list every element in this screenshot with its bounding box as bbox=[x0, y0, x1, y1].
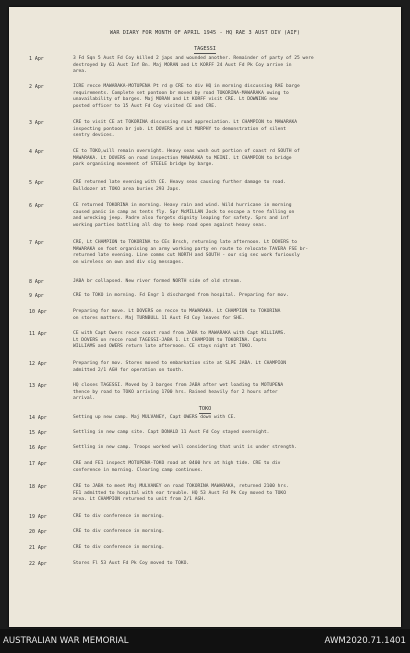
entry-date: 17 Apr bbox=[29, 461, 47, 467]
entry-date: 3 Apr bbox=[29, 120, 44, 126]
entry-text: Settling in new camp. Troops worked well considering that unit is under strength. bbox=[73, 445, 298, 450]
entry-text: CRE to JABA to meet Maj MULVANEY on road TOKORINA MAWARAKA, returned 2100 hrs. FE1 admitted to hospital with ear trouble. HQ 53 Aust Fd Pk Coy moved to TOKO area. Lt CHAMPION returned to unit from 2/1 AGH. bbox=[73, 484, 289, 502]
entry-text: CRE returned late evening with CE. Heavy seas causing further damage to road. Bulldozer at TOKO area buries 293 Japs. bbox=[73, 180, 286, 192]
entry-text: Stores Fl 53 Aust Fd Pk Coy moved to TOKO. bbox=[73, 561, 190, 566]
entry-text: CRE and FE1 inspect MOTUPENA-TOKO road at 0400 hrs at high tide. CRE to div conference in morning. Clearing camp continues. bbox=[73, 461, 281, 473]
entry-date: 13 Apr bbox=[29, 383, 47, 389]
entry-text: CRE to visit CE at TOKORINA discussing road appreciation. Lt CHAMPION to MAWARAKA inspecting pontoon br job. Lt DOVERS and Lt MURPHY to demonstration of silent sentry devices. bbox=[73, 120, 298, 138]
entry-text: CE returned TOKORINA in morning. Heavy rain and wind. Wild hurricane in morning caused panic in camp as tents fly. Spr McMILLAN Jock to escape a tree falling on and wrecking jeep. Padre also forgets dignity leaping for safety. Sprs and inf working parties battling all day to keep road open against heavy seas. bbox=[73, 203, 295, 228]
entry-date: 19 Apr bbox=[29, 514, 47, 520]
entry-date: 5 Apr bbox=[29, 180, 44, 186]
entry-date: 6 Apr bbox=[29, 203, 44, 209]
entry-text: Settling in new camp site. Capt DONALD 11 Aust Fd Coy stayed overnight. bbox=[73, 430, 270, 435]
entry-date: 16 Apr bbox=[29, 445, 47, 451]
entry-text: CRE, Lt CHAMPION to TOKORINA to CEs Brsch, returning late afternoon. Lt DOVERS to MAWARAKA on foot organising an army working party en route to relocate TAVERA FSE br- returned late evening. Line comms cut NORTH and SOUTH - our sig sec work furiously on wireless on own and div sig messages. bbox=[73, 240, 309, 265]
footer-bar bbox=[0, 629, 410, 653]
entry-text: ICRE recce MAWARAKA-MOTUPENA Pt rd @ CRE to div HQ in morning discussing RAE barge requirements. Complete set pontoon br moved by road TOKORINA-MAWARAKA owing to unavailability of barges. Maj MORAN and Lt KORFF visit CRE. Lt DOWNING new posted officer to 15 Aust Fd Coy visited CE and CRE. bbox=[73, 84, 300, 109]
entry-text: CRE to div conference in morning. bbox=[73, 529, 165, 534]
entry-date: 22 Apr bbox=[29, 561, 47, 567]
diary-header: WAR DIARY FOR MONTH OF APRIL 1945 - HQ RAE 3 AUST DIV (AIF) bbox=[109, 30, 301, 36]
footer-accession-number: AWM2020.71.1401 bbox=[324, 636, 406, 646]
entry-text: JABA br collapsed. New river formed NORTH side of old stream. bbox=[73, 279, 242, 284]
entry-date: 2 Apr bbox=[29, 84, 44, 90]
entry-date: 20 Apr bbox=[29, 529, 47, 535]
entry-text: 3 Fd Sqn 5 Aust Fd Coy killed 2 japs and wounded another. Remainder of party of 25 were destroyed by 61 Aust Inf Bn. Maj MORAN and Lt KORFF 24 Aust Fd Pk Coy arrive in area. bbox=[73, 56, 314, 74]
entry-text: CE to TOKO,will remain overnight. Heavy seas wash out portion of coast rd SOUTH of MAWARAKA. Lt DOVERS on road inspection MAWARAKA to MEINI. Lt CHAMPION to bridge park organising movement of STEELE bridge by barge. bbox=[73, 149, 300, 167]
entry-text: CRE to div conference in morning. bbox=[73, 514, 165, 519]
entry-text: CRE to TOKO in morning. Fd Engr 1 discharged from hospital. Preparing for mov. bbox=[73, 293, 289, 298]
entry-date: 1 Apr bbox=[29, 56, 44, 62]
entry-date: 12 Apr bbox=[29, 361, 47, 367]
entry-text: Preparing for move. Lt DOVERS on recce to MAWARAKA. Lt CHAMPION to TOKORINA on stores matters. Maj TURNBULL 11 Aust Fd Coy leaves for SHE. bbox=[73, 309, 281, 321]
footer-institution: AUSTRALIAN WAR MEMORIAL bbox=[3, 636, 129, 646]
entry-date: 14 Apr bbox=[29, 415, 47, 421]
entry-date: 11 Apr bbox=[29, 331, 47, 337]
section-heading-toko: TOKO bbox=[198, 406, 212, 412]
entry-text: Preparing for mov. Stores moved to embarkation site at SLPE JABA. Lt CHAMPION admitted 2/1 AGH for operation on tooth. bbox=[73, 361, 286, 373]
entry-date: 4 Apr bbox=[29, 149, 44, 155]
entry-date: 7 Apr bbox=[29, 240, 44, 246]
entry-date: 8 Apr bbox=[29, 279, 44, 285]
entry-text: CE with Capt Owers recce coast road from JABA to MAWARAKA with Capt WILLIAMS. Lt DOVERS on recce road TAGESSI-JABA 1. Lt CHAMPION to TOKORINA. Capts WILLIAMS and OWERS return late afternoon. CE stays night at TOKO. bbox=[73, 331, 286, 349]
entry-date: 9 Apr bbox=[29, 293, 44, 299]
section-heading-tagessi: TAGESSI bbox=[194, 46, 216, 52]
entry-date: 10 Apr bbox=[29, 309, 47, 315]
diary-page bbox=[9, 7, 401, 627]
entry-date: 18 Apr bbox=[29, 484, 47, 490]
entry-text: HQ closes TAGESSI. Moved by 3 barges from JABA after wet loading to MOTUPENA thence by road to TOKO arriving 1700 hrs. Rained heavily for 2 hours after arrival. bbox=[73, 383, 284, 401]
entry-text: Setting up new camp. Maj MULVANEY, Capt OWERS down with CE. bbox=[73, 415, 237, 420]
entry-date: 15 Apr bbox=[29, 430, 47, 436]
entry-date: 21 Apr bbox=[29, 545, 47, 551]
entry-text: CRE to div conference in morning. bbox=[73, 545, 165, 550]
